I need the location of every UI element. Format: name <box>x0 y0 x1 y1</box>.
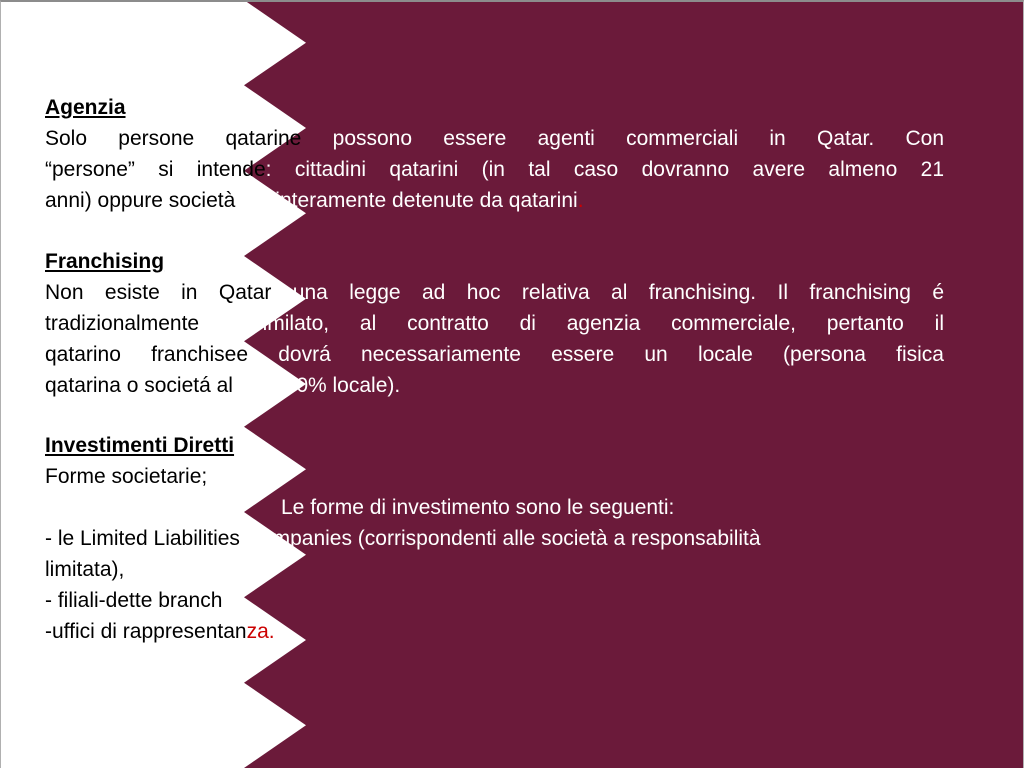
agenzia-line-3: anni) oppure società interamente detenute da qatarini. <box>45 189 584 212</box>
list-item-llc: - le Limited Liabilities Companies (corrispondenti alle società a responsabilità <box>45 527 761 550</box>
agenzia-line-2: “persone” si intende: cittadini qatarini (in tal caso dovranno avere almeno 21 <box>45 158 944 181</box>
franchising-line-1: Non esiste in Qatar una legge ad hoc relativa al franchising. Il franchising é <box>45 281 944 304</box>
forme-intro: Le forme di investimento sono le seguenti: <box>281 496 675 519</box>
heading-agenzia: Agenzia <box>45 96 126 119</box>
heading-franchising: Franchising <box>45 250 165 273</box>
list-item-branch: - filiali-dette branch <box>45 589 223 612</box>
franchising-line-2: tradizionalmente assimilato, al contratto di agenzia commerciale, pertanto il <box>45 312 944 335</box>
heading-investimenti-diretti: Investimenti Diretti <box>45 434 235 457</box>
franchising-line-3: qatarino franchisee dovrá necessariamente essere un locale (persona fisica <box>45 343 944 366</box>
forme-societarie: Forme societarie; <box>45 465 208 488</box>
franchising-line-4: qatarina o societá al 100% locale). <box>45 374 401 397</box>
list-item-llc-cont: limitata), <box>45 558 125 581</box>
agenzia-line-1: Solo persone qatarine possono essere agenti commerciali in Qatar. Con <box>45 127 944 150</box>
list-item-uffici: -uffici di rappresentanza. <box>45 620 275 643</box>
